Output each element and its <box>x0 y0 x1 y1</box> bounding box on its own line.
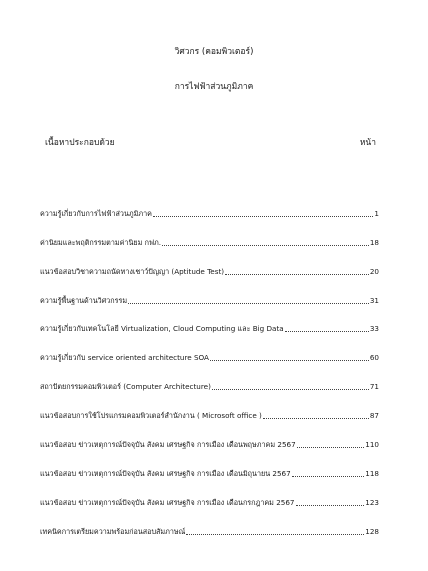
dot-leader <box>225 273 369 275</box>
toc-entry-label: ความรู้เกี่ยวกับเทคโนโลยี Virtualization, Cloud Computing และ Big Data <box>40 324 284 334</box>
dot-leader <box>153 215 374 217</box>
dot-leader <box>285 330 369 332</box>
toc-entry <box>40 363 379 392</box>
toc-entry-page: 128 <box>365 526 379 536</box>
toc-entry <box>40 277 379 306</box>
toc-entry-label: ความรู้เกี่ยวกับการไฟฟ้าส่วนภูมิภาค <box>40 208 152 218</box>
document-title: วิศวกร (คอมพิวเตอร์) <box>174 47 254 57</box>
dot-leader <box>297 446 365 448</box>
toc-entry-page: 18 <box>369 237 379 247</box>
toc-entry-page: 87 <box>369 411 379 421</box>
toc-entry-label: แนวข้อสอบการใช้โปรแกรมคอมพิวเตอร์สำนักงาน ( Microsoft office ) <box>40 411 262 421</box>
dot-leader <box>162 244 369 246</box>
dot-leader <box>186 533 364 535</box>
toc-entry-label: เทคนิคการเตรียมความพร้อมก่อนสอบสัมภาษณ์ <box>40 526 186 536</box>
toc-entry-label: ค่านิยมและพฤติกรรมตามค่านิยม กฟภ. <box>40 237 162 247</box>
document-subtitle: การไฟฟ้าส่วนภูมิภาค <box>174 82 254 92</box>
table-of-contents <box>40 190 379 537</box>
toc-entry <box>40 508 379 537</box>
toc-entry <box>40 219 379 248</box>
dot-leader <box>263 417 369 419</box>
toc-entry-page: 110 <box>365 440 379 450</box>
toc-entry <box>40 334 379 363</box>
toc-entry <box>40 421 379 450</box>
toc-entry <box>40 306 379 335</box>
toc-entry-label: แนวข้อสอบ ข่าวเหตุการณ์ปัจจุบัน สังคม เศรษฐกิจ การเมือง เดือนมิถุนายน 2567 <box>40 468 291 478</box>
toc-entry-label: ความรู้พื้นฐานด้านวิศวกรรม <box>40 295 128 305</box>
toc-entry-page: 123 <box>365 497 379 507</box>
toc-entry-page: 33 <box>369 324 379 334</box>
toc-entry <box>40 450 379 479</box>
toc-entry <box>40 248 379 277</box>
dot-leader <box>212 388 369 390</box>
toc-entry-label: สถาปัตยกรรมคอมพิวเตอร์ (Computer Architecture) <box>40 382 211 392</box>
dot-leader <box>210 359 369 361</box>
toc-entry <box>40 479 379 508</box>
dot-leader <box>296 504 365 506</box>
toc-entry <box>40 392 379 421</box>
toc-entry-label: แนวข้อสอบวิชาความถนัดทางเชาว์ปัญญา (Aptitude Test) <box>40 266 225 276</box>
toc-entry-label: แนวข้อสอบ ข่าวเหตุการณ์ปัจจุบัน สังคม เศรษฐกิจ การเมือง เดือนกรกฎาคม 2567 <box>40 497 295 507</box>
toc-entry-page: 118 <box>365 468 379 478</box>
toc-entry-page: 60 <box>369 353 379 363</box>
dot-leader <box>128 302 369 304</box>
toc-entry-page: 20 <box>369 266 379 276</box>
toc-entry-page: 31 <box>369 295 379 305</box>
contents-heading: เนื้อหาประกอบด้วย <box>45 138 115 148</box>
dot-leader <box>292 475 365 477</box>
toc-entry <box>40 190 379 219</box>
toc-entry-label: แนวข้อสอบ ข่าวเหตุการณ์ปัจจุบัน สังคม เศรษฐกิจ การเมือง เดือนพฤษภาคม 2567 <box>40 440 296 450</box>
page-column-heading: หน้า <box>359 138 376 148</box>
toc-entry-page: 71 <box>369 382 379 392</box>
toc-entry-page: 1 <box>374 208 379 218</box>
toc-entry-label: ความรู้เกี่ยวกับ service oriented architecture SOA <box>40 353 209 363</box>
